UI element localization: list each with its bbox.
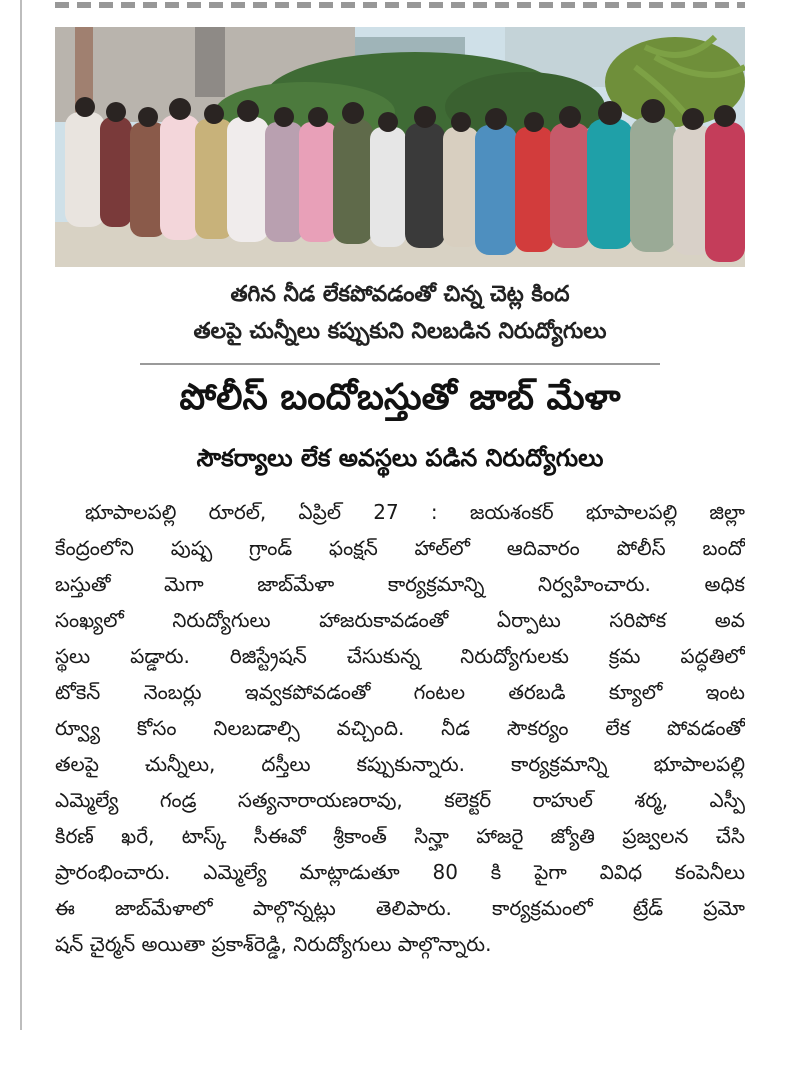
body-line: షన్ చైర్మన్ అయితా ప్రకాశ్‌రెడ్డి, నిరుద్యోగులు పాల్గొన్నారు. [55, 932, 492, 956]
body-line: కేంద్రంలోని పుష్ప గ్రాండ్ ఫంక్షన్ హాల్‌లో ఆదివారం పోలీస్ బందో [55, 536, 745, 560]
photo-crowd-icon [55, 27, 745, 267]
caption-line-1: తగిన నీడ లేకపోవడంతో చిన్న చెట్ల కింద [230, 282, 570, 307]
body-line: ఎమ్మెల్యే గండ్ర సత్యనారాయణరావు, కలెక్టర్ రాహుల్ శర్మ, ఎస్పీ [55, 788, 745, 812]
body-line: ఈ జాబ్‌మేళాలో పాల్గొన్నట్లు తెలిపారు. కార్యక్రమంలో ట్రేడ్ ప్రమో [55, 896, 745, 920]
body-line: బస్తుతో మెగా జాబ్‌మేళా కార్యక్రమాన్ని నిర్వహించారు. అధిక [55, 572, 745, 596]
article-subheadline: సౌకర్యాలు లేక అవస్థలు పడిన నిరుద్యోగులు [196, 444, 604, 472]
column-rule [20, 0, 22, 1030]
caption-line-2: తలపై చున్నీలు కప్పుకుని నిలబడిన నిరుద్యోగులు [193, 319, 607, 344]
photo-caption [55, 276, 745, 350]
body-line: తలపై చున్నీలు, దస్తీలు కప్పుకున్నారు. కార్యక్రమాన్ని భూపాలపల్లి [55, 752, 745, 776]
body-line: భూపాలపల్లి రూరల్, ఏప్రిల్ 27 : జయశంకర్ భూపాలపల్లి జిల్లా [85, 500, 745, 524]
article-body [55, 494, 745, 962]
body-line: టోకెన్ నెంబర్లు ఇవ్వకపోవడంతో గంటల తరబడి క్యూలో ఇంట [55, 680, 745, 704]
body-line: ర్వ్యూ కోసం నిలబడాల్సి వచ్చింది. నీడ సౌకర్యం లేక పోవడంతో [55, 716, 745, 740]
caption-divider [140, 363, 660, 365]
body-line: స్థలు పడ్డారు. రిజిస్ట్రేషన్ చేసుకున్న నిరుద్యోగులకు క్రమ పద్ధతిలో [55, 644, 745, 668]
news-photo [55, 27, 745, 267]
body-line: సంఖ్యలో నిరుద్యోగులు హాజరుకావడంతో ఏర్పాటు సరిపోక అవ [55, 608, 745, 632]
article-headline: పోలీస్ బందోబస్తుతో జాబ్ మేళా [179, 377, 621, 418]
body-line: కిరణ్ ఖరే, టాస్క్ సీఈవో శ్రీకాంత్ సిన్హా హాజరై జ్యోతి ప్రజ్వలన చేసి [55, 824, 745, 848]
previous-article-strip [55, 0, 745, 12]
body-line: ప్రారంభించారు. ఎమ్మెల్యే మాట్లాడుతూ 80 కి పైగా వివిధ కంపెనీలు [55, 860, 745, 884]
